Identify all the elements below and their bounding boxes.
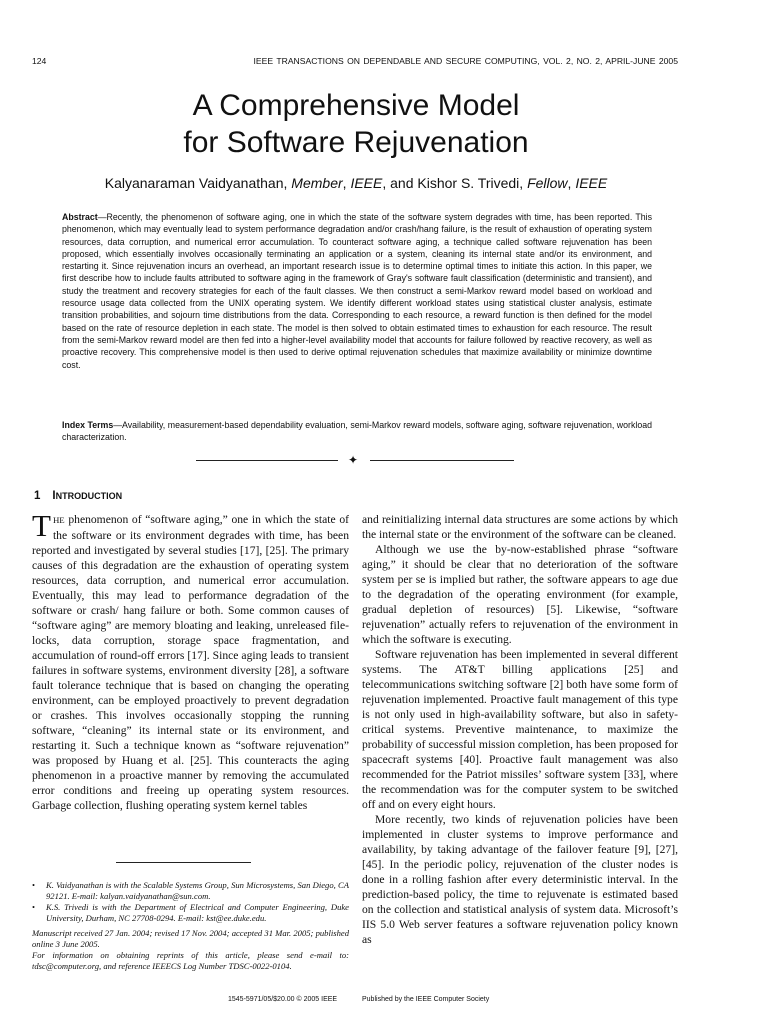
reprint-info: For information on obtaining reprints of this article, please send e-mail to: tdsc@computer.org, and reference IEEECS Log Number TDSC-0022-0104. [32, 950, 349, 971]
separator-line-right [370, 460, 514, 461]
paper-title [0, 87, 712, 161]
abstract-text: —Recently, the phenomenon of software aging, one in which the state of the software system degrades with time, has been reported. This phenomenon, which may eventually lead to system performance degradation and/or crash/hang failure, is the result of exhaustion of operating system resources, data corruption, and numerical error accumulation. To counteract software aging, a technique called software rejuvenation has been proposed, which essentially involves occasionally terminating an application or a system, cleaning its internal state and/or its environment, and restarting it. Since rejuvenation incurs an overhead, an important research issue is to determine optimal times to initiate this action. In this paper, we first describe how to include faults attributed to software aging in the framework of Gray's software fault classification (deterministic and transient), and study the treatment and recovery strategies for each of the fault classes. We then construct a semi-Markov reward model based on workload and resource usage data collected from the UNIX operating system. We identify different workload states using statistical cluster analysis, estimate transition probabilities, and sojourn time distributions from the data. Corresponding to each resource, a reward function is then defined for the model based on the rate of resource depletion in each state. The model is then solved to obtain estimated times to exhaustion for each resource. The result from the semi-Markov reward model are then fed into a higher-level availability model that accounts for failure followed by reactive recovery, as well as proactive recovery. This comprehensive model is then used to derive optimal rejuvenation schedules that maximize availability or minimize downtime cost. [62, 212, 652, 370]
abstract-label: Abstract [62, 212, 98, 222]
member-label: Member [291, 175, 343, 191]
ieee-label-1: IEEE [350, 175, 383, 191]
abstract [62, 211, 652, 371]
title-line-1: A Comprehensive Model [192, 89, 520, 122]
ieee-label-2: IEEE [575, 175, 608, 191]
section-number: 1 [34, 490, 41, 502]
authors-line: Kalyanaraman Vaidyanathan, Member, IEEE, and Kishor S. Trivedi, Fellow, IEEE [104, 175, 608, 191]
bullet-icon: • [32, 902, 36, 912]
index-terms-text: —Availability, measurement-based dependability evaluation, semi-Markov reward models, software aging, software rejuvenation, workload characterization. [62, 420, 653, 443]
publisher-footer: Published by the IEEE Computer Society [362, 996, 490, 1003]
section-heading: 1 INTRODUCTION [34, 490, 123, 502]
title-line-2: for Software Rejuvenation [183, 126, 529, 159]
body-column-left [32, 508, 349, 813]
footnote-affiliation-2: • K.S. Trivedi is with the Department of Electrical and Computer Engineering, Duke University, Durham, NC 27708-0294. E-mail: kst@ee.duke.edu. [32, 902, 349, 923]
index-terms [62, 419, 652, 444]
bullet-icon: • [32, 880, 36, 890]
running-header [32, 56, 678, 70]
paragraph-4: More recently, two kinds of rejuvenation policies have been implemented in cluster systems to improve performance and availability, by taking advantage of the failover feature [9], [27], [45]. In the periodic policy, rejuvenation of the cluster nodes is done in a rolling fashion after every deterministic interval. In the prediction-based policy, the time to rejuvenate is estimated based on the collection and statistical analysis of system data. Microsoft’s IIS 5.0 Web server features a software rejuvenation policy known as [362, 813, 678, 946]
body-column-right [362, 512, 678, 947]
section-title: NTRODUCTION [55, 491, 123, 501]
author-2: , and Kishor S. Trivedi, [382, 175, 528, 191]
drop-cap: T [32, 508, 51, 543]
index-terms-label: Index Terms [62, 420, 114, 430]
copyright-footer: 1545-5971/05/$20.00 © 2005 IEEE [228, 996, 338, 1003]
footnotes [32, 880, 349, 972]
paragraph-2: Although we use the by-now-established phrase “software aging,” it should be clear that no deterioration of the software system per se is implied but rather, the software appears to age due to the degradation of the operating environment (for example, gradual depletion of resources) [5]. Likewise, “software rejuvenation” actually refers to rejuvenation of the environment in which the software is executing. [362, 543, 678, 646]
section-separator [196, 454, 514, 468]
journal-header: IEEE TRANSACTIONS ON DEPENDABLE AND SECURE COMPUTING, VOL. 2, NO. 2, APRIL-JUNE 2005 [253, 56, 678, 66]
fellow-label: Fellow [527, 175, 568, 191]
paragraph-1-continued: and reinitializing internal data structures are some actions by which the internal state or the environment of the software can be cleaned. [362, 513, 678, 541]
separator-line-left [196, 460, 338, 461]
paragraph-3: Software rejuvenation has been implemented in several different systems. The AT&T billing applications [25] and telecommunications switching software [2] both have some form of rejuvenation implemented. Proactive fault management of this type is not only used in high-availability software, but also in safety-critical systems. Preventive maintenance, to maximize the probability of successful mission completion, has been proposed for spacecraft systems [40]. Proactive fault management was also recommended for the Patriot missiles’ software system [33], where the recommendation was for the computer system to be switched off and on every eight hours. [362, 648, 678, 811]
manuscript-dates: Manuscript received 27 Jan. 2004; revised 17 Nov. 2004; accepted 31 Mar. 2005; published online 3 June 2005. [32, 928, 349, 949]
page-number: 124 [32, 56, 47, 66]
footnote-affiliation-1: • K. Vaidyanathan is with the Scalable Systems Group, Sun Microsystems, San Diego, CA 92121. E-mail: kalyan.vaidyanathan@sun.com. [32, 880, 349, 901]
footnote-rule [116, 862, 251, 863]
paragraph-1: THE phenomenon of “software aging,” one in which the state of the software or its environment degrades with time, has been reported and investigated by several studies [17], [25]. The primary causes of this degradation are the exhaustion of operating system resources, data corruption, and numerical error accumulation. Eventually, this may lead to performance degradation of the software or crash/ hang failure or both. Some common causes of “software aging” are memory bloating and leaking, unreleased file-locks, data corruption, storage space fragmentation, and accumulation of round-off errors [17]. Since aging leads to transient failures in software systems, environment diversity [28], a software fault tolerance technique that is based on changing the operating environment, can be employed proactively to prevent degradation or crashes. This involves occasionally stopping the running software, “cleaning” its internal state or its environment, and restarting it. Such a technique known as “software rejuvenation” was proposed by Huang et al. [25]. This counteracts the aging phenomenon in a proactive manner by removing the accumulated error conditions and freeing up operating system resources. Garbage collection, flushing operating system kernel tables [32, 508, 349, 812]
author-1: Kalyanaraman Vaidyanathan, [104, 175, 292, 191]
diamond-icon: ✦ [348, 453, 359, 467]
